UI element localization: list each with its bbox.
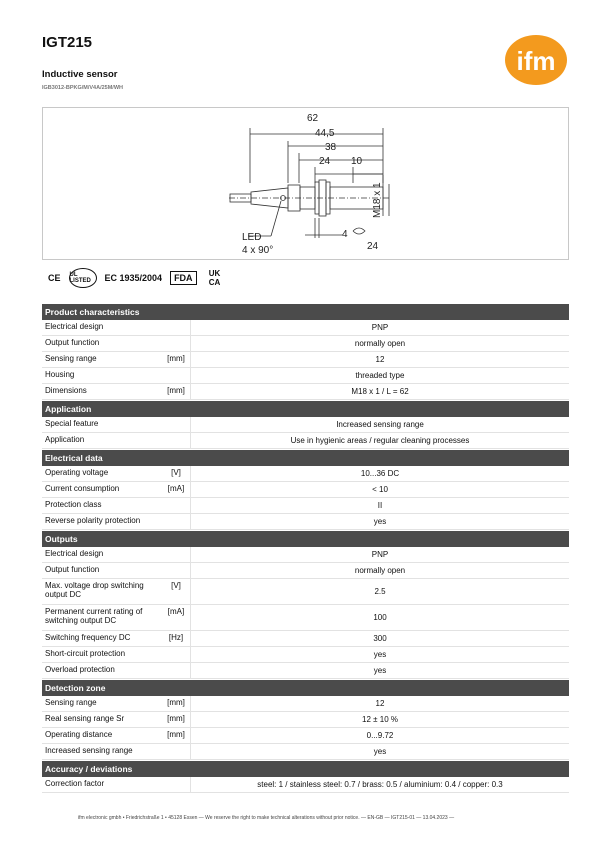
spec-row [42,647,569,663]
spec-row [42,579,569,605]
product-subtitle: Inductive sensor [42,69,118,80]
spec-label: Dimensions [45,386,87,395]
spec-row [42,547,569,563]
spec-unit [162,417,190,432]
ul-listed-mark: UL LISTED [69,268,97,288]
spec-unit [162,647,190,662]
spec-unit [162,547,190,562]
spec-row [42,482,569,498]
spec-label: Real sensing range Sr [45,714,125,723]
spec-row [42,368,569,384]
spec-label: Switching frequency DC [45,633,131,642]
spec-value: 0...9.72 [366,731,394,740]
spec-row [42,663,569,679]
dim-4: 4 [342,229,348,240]
spec-row [42,498,569,514]
spec-unit: [mm] [167,386,185,395]
spec-unit [162,433,190,448]
spec-value: steel: 1 / stainless steel: 0.7 / brass: 0.5 / aluminium: 0.4 / copper: 0.3 [257,780,503,789]
spec-label: Output function [45,565,100,574]
fda-mark: FDA [170,271,197,285]
spec-label: Housing [45,370,75,379]
dim-10: 10 [351,156,363,167]
spec-label: Short-circuit protection [45,649,126,658]
spec-value: yes [373,517,387,526]
page-footer: ifm electronic gmbh • Friedrichstraße 1 • 45128 Essen — We reserve the right to make technical alterations without prior notice. — EN-GB — IGT215-01 — 13.04.2023 — [78,815,455,821]
spec-row [42,563,569,579]
spec-row [42,514,569,530]
spec-unit [162,368,190,383]
spec-value: normally open [354,566,406,575]
spec-value: PNP [371,323,389,332]
ec-1935-mark: EC 1935/2004 [104,273,163,283]
ukca-mark: UK CA [208,269,221,287]
section-header: Outputs [42,531,569,547]
spec-row [42,433,569,449]
spec-value: 12 ± 10 % [362,715,398,724]
spec-unit: [mA] [167,484,185,493]
spec-value: Use in hygienic areas / regular cleaning processes [290,436,470,445]
spec-value: M18 x 1 / L = 62 [351,387,409,396]
section-header: Product characteristics [42,304,569,320]
spec-label: Output function [45,338,100,347]
spec-unit: [V] [171,581,181,590]
spec-row [42,605,569,631]
spec-value: yes [373,666,387,675]
logo-text: ifm [516,46,556,76]
spec-label: Electrical design [45,322,104,331]
spec-label: Sensing range [45,354,97,363]
spec-row [42,744,569,760]
section-header: Application [42,401,569,417]
led-label: LED [242,232,262,243]
spec-unit: [Hz] [168,633,184,642]
ifm-logo [505,35,567,85]
spec-label: Electrical design [45,549,104,558]
spec-label: Sensing range [45,698,97,707]
spec-value: PNP [371,550,389,559]
spec-unit: [mm] [167,354,185,363]
section-header: Accuracy / deviations [42,761,569,777]
spec-label: Application [45,435,85,444]
spec-row [42,712,569,728]
certification-marks [48,266,225,290]
spec-row [42,417,569,433]
spec-unit: [mA] [167,607,185,616]
dim-24: 24 [319,156,331,167]
article-code: IGB3012-BPKG/M/V4A/25M/WH [42,85,123,91]
spec-unit: [mm] [167,730,185,739]
spec-label: Reverse polarity protection [45,516,141,525]
spec-value: Increased sensing range [336,420,424,429]
spec-unit [162,336,190,351]
spec-label: Operating distance [45,730,113,739]
spec-unit: [mm] [167,698,185,707]
led-angle-label: 4 x 90° [242,245,274,256]
spec-value: 300 [373,634,387,643]
spec-row [42,320,569,336]
spec-value: II [377,501,383,510]
spec-unit [162,320,190,335]
spec-value: < 10 [372,485,388,494]
spec-unit [162,514,190,529]
spec-label: Overload protection [45,665,115,674]
spec-row [42,466,569,482]
spec-label: Protection class [45,500,102,509]
spec-unit [162,663,190,678]
spec-row [42,336,569,352]
spec-label: Correction factor [45,779,105,788]
dim-38: 38 [325,142,337,153]
spec-row [42,631,569,647]
spec-label: Special feature [45,419,99,428]
spec-label: Current consumption [45,484,120,493]
spec-value: 12 [375,355,385,364]
section-header: Detection zone [42,680,569,696]
section-header: Electrical data [42,450,569,466]
spec-label: Operating voltage [45,468,109,477]
spec-unit [162,563,190,578]
spec-row [42,384,569,400]
spec-value: 10...36 DC [360,469,400,478]
spec-value: yes [373,650,387,659]
specification-table [42,303,569,793]
spec-unit [162,777,190,792]
spec-value: 2.5 [374,587,386,596]
ce-mark: CE [48,273,61,283]
dim-wrench: 24 [367,241,379,252]
spec-label: Increased sensing range [45,746,133,755]
spec-row [42,352,569,368]
spec-value: yes [373,747,387,756]
spec-row [42,696,569,712]
spec-value: 12 [375,699,385,708]
spec-value: threaded type [355,371,405,380]
spec-value: 100 [373,613,387,622]
dim-62: 62 [307,113,319,124]
spec-row [42,728,569,744]
dimension-drawing [42,107,569,260]
spec-value: normally open [354,339,406,348]
dim-44-5: 44,5 [315,128,335,139]
spec-unit [162,498,190,513]
dim-thread: M18 x 1 [372,182,383,218]
spec-unit [162,744,190,759]
spec-row [42,777,569,793]
spec-unit: [mm] [167,714,185,723]
spec-unit: [V] [171,468,181,477]
spec-label: Permanent current rating of switching output DC [45,607,143,625]
spec-label: Max. voltage drop switching output DC [45,581,144,599]
page-title: IGT215 [42,34,93,51]
